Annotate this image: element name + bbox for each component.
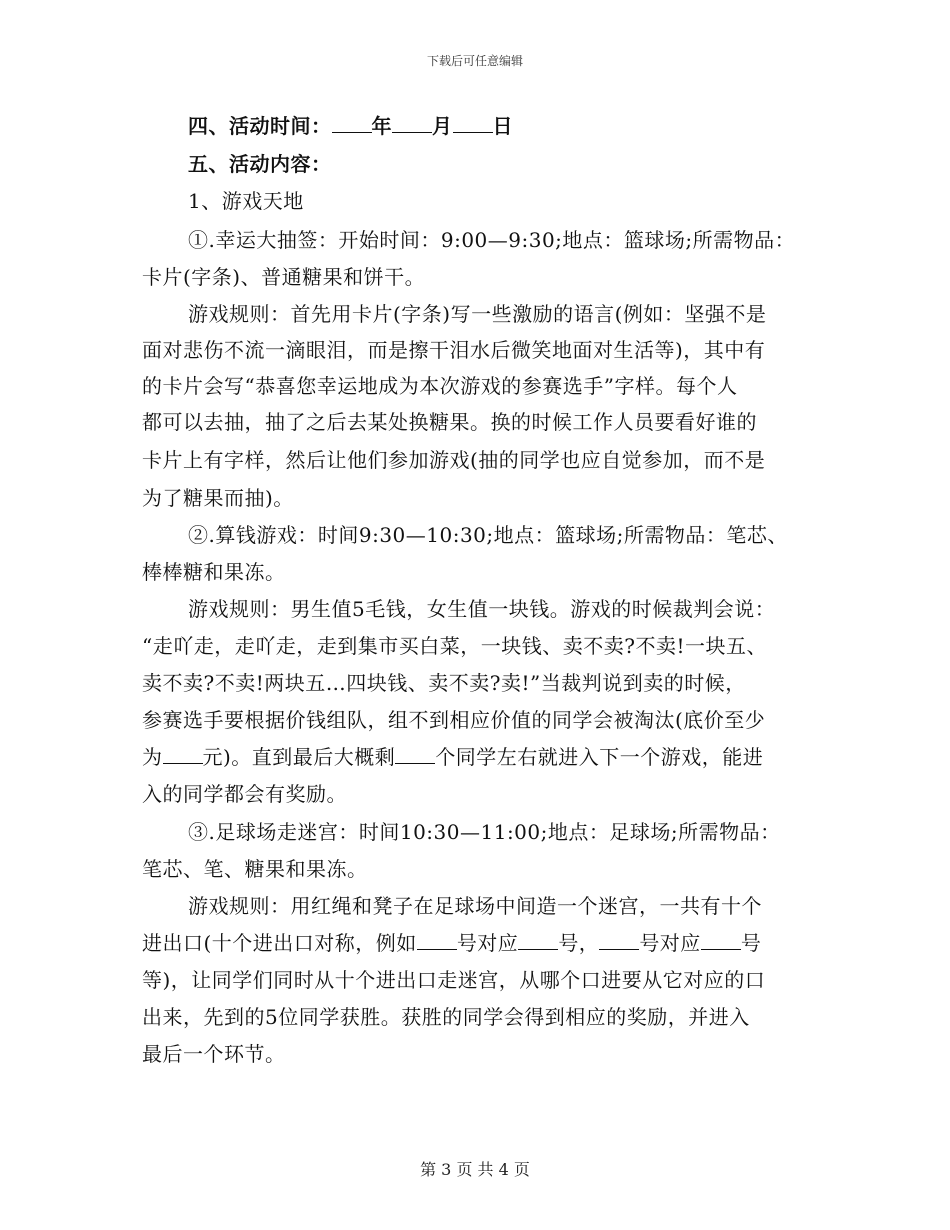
content-heading: 五、活动内容： [188,152,332,176]
number-blank [518,929,558,950]
text-segment: 号， [558,931,600,955]
text-segment: 为 [142,745,163,769]
game1-rule-line: 卡片上有字样，然后让他们参加游戏(抽的同学也应自觉参加，而不是 [142,448,766,472]
game2-rule-line: 卖不卖?不卖!两块五…四块钱、卖不卖?卖!”当裁判说到卖的时候， [142,671,746,695]
game3-rule-line [142,929,761,957]
text-segment: 元)。直到最后大概剩 [202,745,396,769]
number-blank [599,929,639,950]
game1-items: 卡片(字条)、普通糖果和饼干。 [142,265,426,289]
game2-items: 棒棒糖和果冻。 [142,560,286,584]
activity-time-line [188,112,513,140]
number-blank [701,929,741,950]
year-label: 年 [371,114,392,138]
count-blank [395,743,435,764]
game2-rule-line: 游戏规则：男生值5毛钱，女生值一块钱。游戏的时候裁判会说： [188,597,776,621]
year-blank [332,112,372,133]
text-segment: 号对应 [639,931,701,955]
game3-title: ③.足球场走迷宫：时间10:30—11:00;地点：足球场;所需物品： [188,820,781,844]
day-blank [453,112,493,133]
page-header: 下载后可任意编辑 [426,54,523,68]
game1-rule-line: 的卡片会写“恭喜您幸运地成为本次游戏的参赛选手”字样。每个人 [142,374,738,398]
game2-title: ②.算钱游戏：时间9:30—10:30;地点：篮球场;所需物品：笔芯、 [188,523,788,547]
month-blank [392,112,432,133]
game1-rule-line: 为了糖果而抽)。 [142,486,294,510]
text-segment: 号对应 [456,931,519,955]
price-blank [163,743,203,764]
game3-rule-line: 游戏规则：用红绳和凳子在足球场中间造一个迷宫，一共有十个 [188,894,762,918]
game2-rule-line: 参赛选手要根据价钱组队，组不到相应价值的同学会被淘汰(底价至少 [142,708,766,732]
game1-rule-line: 面对悲伤不流一滴眼泪，而是擦干泪水后微笑地面对生活等)，其中有 [142,338,766,362]
text-segment: 个同学左右就进入下一个游戏，能进 [435,745,764,769]
games-heading: 1、游戏天地 [188,189,304,213]
time-label: 四、活动时间： [188,114,332,138]
month-label: 月 [432,114,453,138]
number-blank [417,929,457,950]
game3-rule-line: 出来，先到的5位同学获胜。获胜的同学会得到相应的奖励，并进入 [142,1005,750,1029]
game2-rule-line: “走吖走，走吖走，走到集市买白菜，一块钱、卖不卖?不卖!一块五、 [142,634,767,658]
text-segment: 号 [740,931,762,955]
game2-rule-line: 入的同学都会有奖励。 [142,782,347,806]
game3-items: 笔芯、笔、糖果和果冻。 [142,857,368,881]
game2-rule-line [142,743,763,771]
day-label: 日 [492,114,513,138]
game1-title: ①.幸运大抽签：开始时间：9:00—9:30;地点：篮球场;所需物品： [188,228,796,252]
game1-rule-line: 都可以去抽，抽了之后去某处换糖果。换的时候工作人员要看好谁的 [142,410,757,434]
game3-rule-line: 等)，让同学们同时从十个进出口走迷宫，从哪个口进要从它对应的口 [142,968,766,992]
text-segment: 进出口(十个进出口对称，例如 [142,931,417,955]
game1-rule-line: 游戏规则：首先用卡片(字条)写一些激励的语言(例如：坚强不是 [188,302,767,326]
page-footer: 第 3 页 共 4 页 [420,1160,530,1179]
game3-rule-line: 最后一个环节。 [142,1042,286,1066]
